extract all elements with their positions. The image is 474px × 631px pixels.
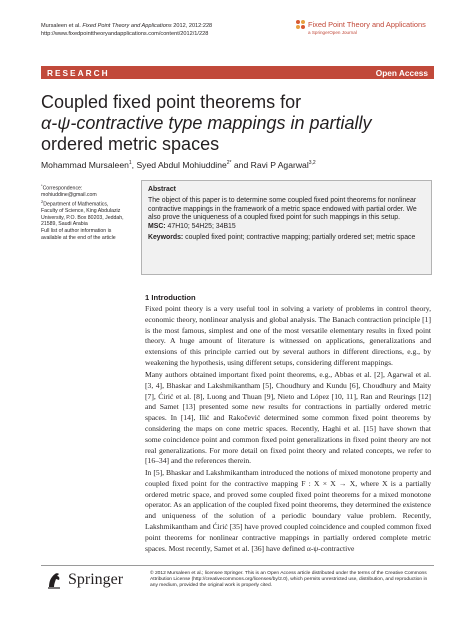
publisher-name: Springer [68,571,124,588]
springer-horse-icon [44,570,64,590]
license-text: © 2012 Mursaleen et al.; licensee Springer. This is an Open Access article distributed under the terms of the Creative Commons Attribution License (http://creativecommons.org/licenses/by/2.0), which permits unrestricted use, distribution, and reproduction in any medium, provided the original work is properly cited. [150,571,428,589]
author-name[interactable]: Syed Abdul Mohiuddine [136,160,227,170]
springer-logo [44,570,123,590]
abstract-heading: Abstract [148,186,176,193]
journal-logo-icon [296,20,305,29]
paragraph: In [5], Bhaskar and Lakshmikantham introduced the notions of mixed monotone property and coupled fixed point for the contractive mapping F : X × X → X, where X is a partially ordered metric space, and proved some coupled fixed point theorems for a mixed monotone operator. As an application of the coupled fixed point theorems, they determined the existence and uniqueness of the solution of a periodic boundary value problem. Recently, Lakshmikantham and Ćirić [35] have proved coupled coincidence and coupled common fixed point theorems for nonlinear contractive mappings in partially ordered complete metric spaces. Most recently, Samet et al. [36] have defined α-ψ-contractive [145,468,431,553]
journal-subtitle: a SpringerOpen Journal [308,30,357,35]
abstract-box [141,180,432,275]
author-name[interactable]: Mohammad Mursaleen [41,160,129,170]
citation-line: Mursaleen et al. Fixed Point Theory and Applications 2012, 2012:228 [41,23,213,29]
section-heading: 1 Introduction [145,293,196,302]
msc-codes: MSC: 47H10; 54H25; 34B15 [148,223,236,231]
article-type-label: RESEARCH [47,67,110,78]
article-url[interactable]: http://www.fixedpointtheoryandapplications.com/content/2012/1/228 [41,31,209,37]
journal-logo [296,20,446,35]
journal-name: Fixed Point Theory and Applications [308,20,426,29]
keywords: Keywords: coupled fixed point; contractive mapping; partially ordered set; metric space [148,233,416,241]
citation-journal: Fixed Point Theory and Applications [82,23,172,29]
abstract-text: The object of this paper is to determine some coupled fixed point theorems for nonlinear contractive mappings in the framework of a metric space endowed with partial order. We also prove the uniqueness of a coupled fixed point for such mappings in this setup. [148,196,417,222]
author-affiliations: *Correspondence: mohiuddine@gmail.com $^2$Department of Mathematics, Faculty of Science, King Abdulaziz University, P.O. Box 80203, Jeddah, 21589, Saudi Arabia Full list of author information is available at the end of the article [41,183,133,241]
author-name[interactable]: Ravi P Agarwal [250,160,309,170]
open-access-label: Open Access [375,67,428,78]
correspondence-email[interactable]: mohiuddine@gmail.com [41,192,97,199]
footer-rule [41,565,434,566]
paragraph: Fixed point theory is a very useful tool in solving a variety of problems in control theory, economic theory, nonlinear analysis and global analysis. The Banach contraction principle [1] is the most famous, simplest and one of the most versatile elementary results in fixed point theory. A huge amount of literature is witnessed on applications, generalizations and extensions of this principle carried out by several authors in different directions, e.g., by weakening the hypothesis, using different setups, considering different mappings. [145,304,431,367]
article-type-band [41,66,434,79]
citation-header [41,22,291,38]
author-list: Mohammad Mursaleen$^1$, Syed Abdul Mohiuddine$^{2*}$ and Ravi P Agarwal$^{3,2}$ [41,160,316,170]
paper-title: Coupled fixed point theorems for α-ψ-contractive type mappings in partially ordered metric spaces [41,92,372,154]
paragraph: Many authors obtained important fixed point theorems, e.g., Abbas et al. [2], Agarwal et al. [3, 4], Bhaskar and Lakshmikantham [5], Choudhury and Kundu [6], Choudhury and Maity [7], Ćirić et al. [8], Luong and Thuan [9], Nieto and López [10, 11], Ran and Reurings [12] and Samet [13] presented some new results for contractions in partially ordered metric spaces. In [14], Ilić and Rakočević determined some common fixed point theorems by considering the maps on cone metric spaces. Recently, Haghi et al. [15] have shown that some coincidence point and common fixed point generalizations in fixed point theory are not real generalizations. For more detail on fixed point theory and related concepts, we refer to [16–34] and the references therein. [145,370,431,466]
